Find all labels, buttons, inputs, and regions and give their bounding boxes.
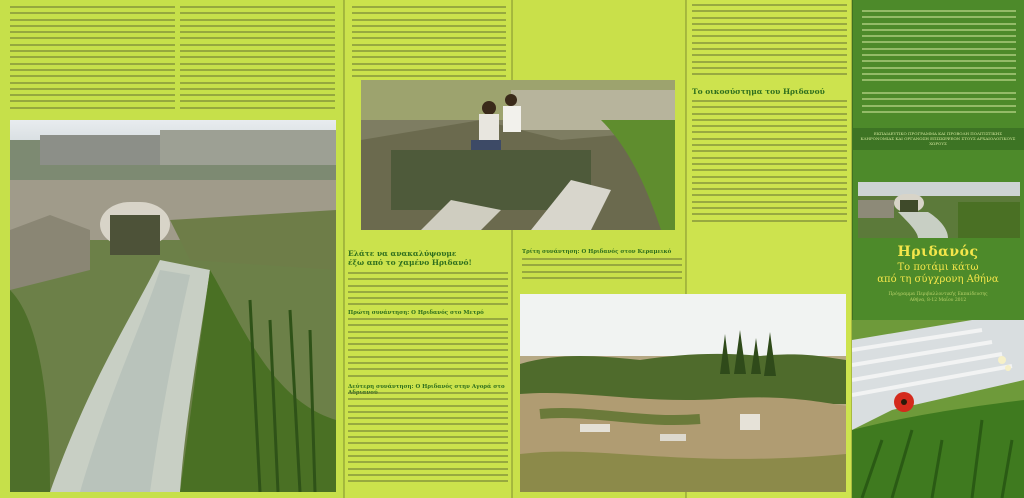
panel2-subheading-2: Δεύτερη συνάντηση: Ο Ηριδανός στην Αγορά στο [348, 384, 505, 390]
panel2-text-top [352, 6, 506, 86]
cover-credit: Πρόγραμμα Περιβαλλοντικής Εκπαίδευσης Αθήνα, 8-12 Μαΐου 2012 [888, 292, 988, 303]
cover-text-mid [862, 92, 1016, 122]
panel2-text-intro [348, 272, 508, 308]
ecosystem-heading: Το οικοσύστημα του Ηριδανού [692, 87, 825, 96]
cover-ruins-thumbnail [858, 182, 1020, 238]
river-ruins-photo [10, 120, 336, 492]
cover-subtitle-line-2: από τη σύγχρονη Αθήνα [877, 274, 999, 285]
fold-line [511, 0, 513, 498]
panel3-text-top [522, 258, 682, 284]
panel4-text-top [692, 4, 847, 80]
panel2-text-2 [348, 392, 508, 492]
cover-text-top [862, 10, 1016, 90]
panel2-subheading-1: Πρώτη συνάντηση: Ο Ηριδανός στο Μετρό [348, 310, 484, 316]
panel4-text-body [692, 100, 847, 230]
cover-sponsor: ΕΚΠΑΙΔΕΥΤΙΚΟ ΠΡΟΓΡΑΜΜΑ ΚΑΙ ΠΡΟΒΟΛΗ ΠΟΛΙΤΙΣΤΙΚΗΣ ΚΛΗΡΟΝΟΜΙΑΣ ΚΑΙ ΟΡΓΑΝΩΣΗ ΕΠΙΣΚΕΨΕΩΝ ΣΤΟΥΣ ΑΡΧΑΙΟΛΟΓΙΚΟΥΣ ΧΩΡΟΥΣ [860, 131, 1016, 146]
cover-subtitle [852, 262, 1024, 286]
children-excavation-photo [361, 80, 675, 230]
fold-line [343, 0, 345, 498]
panel2-heading: Ελάτε να ανακαλύψουμε έξω από το χαμένο Ηριδανό! [348, 249, 472, 267]
cover-title: Ηριδανός [897, 244, 979, 260]
panel2-text-1 [348, 318, 508, 382]
kerameikos-site-photo [520, 294, 846, 492]
cover-subtitle-line-1: Το ποτάμι κάτω [897, 262, 979, 273]
panel1-text-left [10, 6, 175, 116]
cover-poppy-photo [852, 320, 1024, 498]
panel3-subheading: Τρίτη συνάντηση: Ο Ηριδανός στον Κεραμεικό [522, 249, 672, 255]
panel1-text-right [180, 6, 335, 116]
